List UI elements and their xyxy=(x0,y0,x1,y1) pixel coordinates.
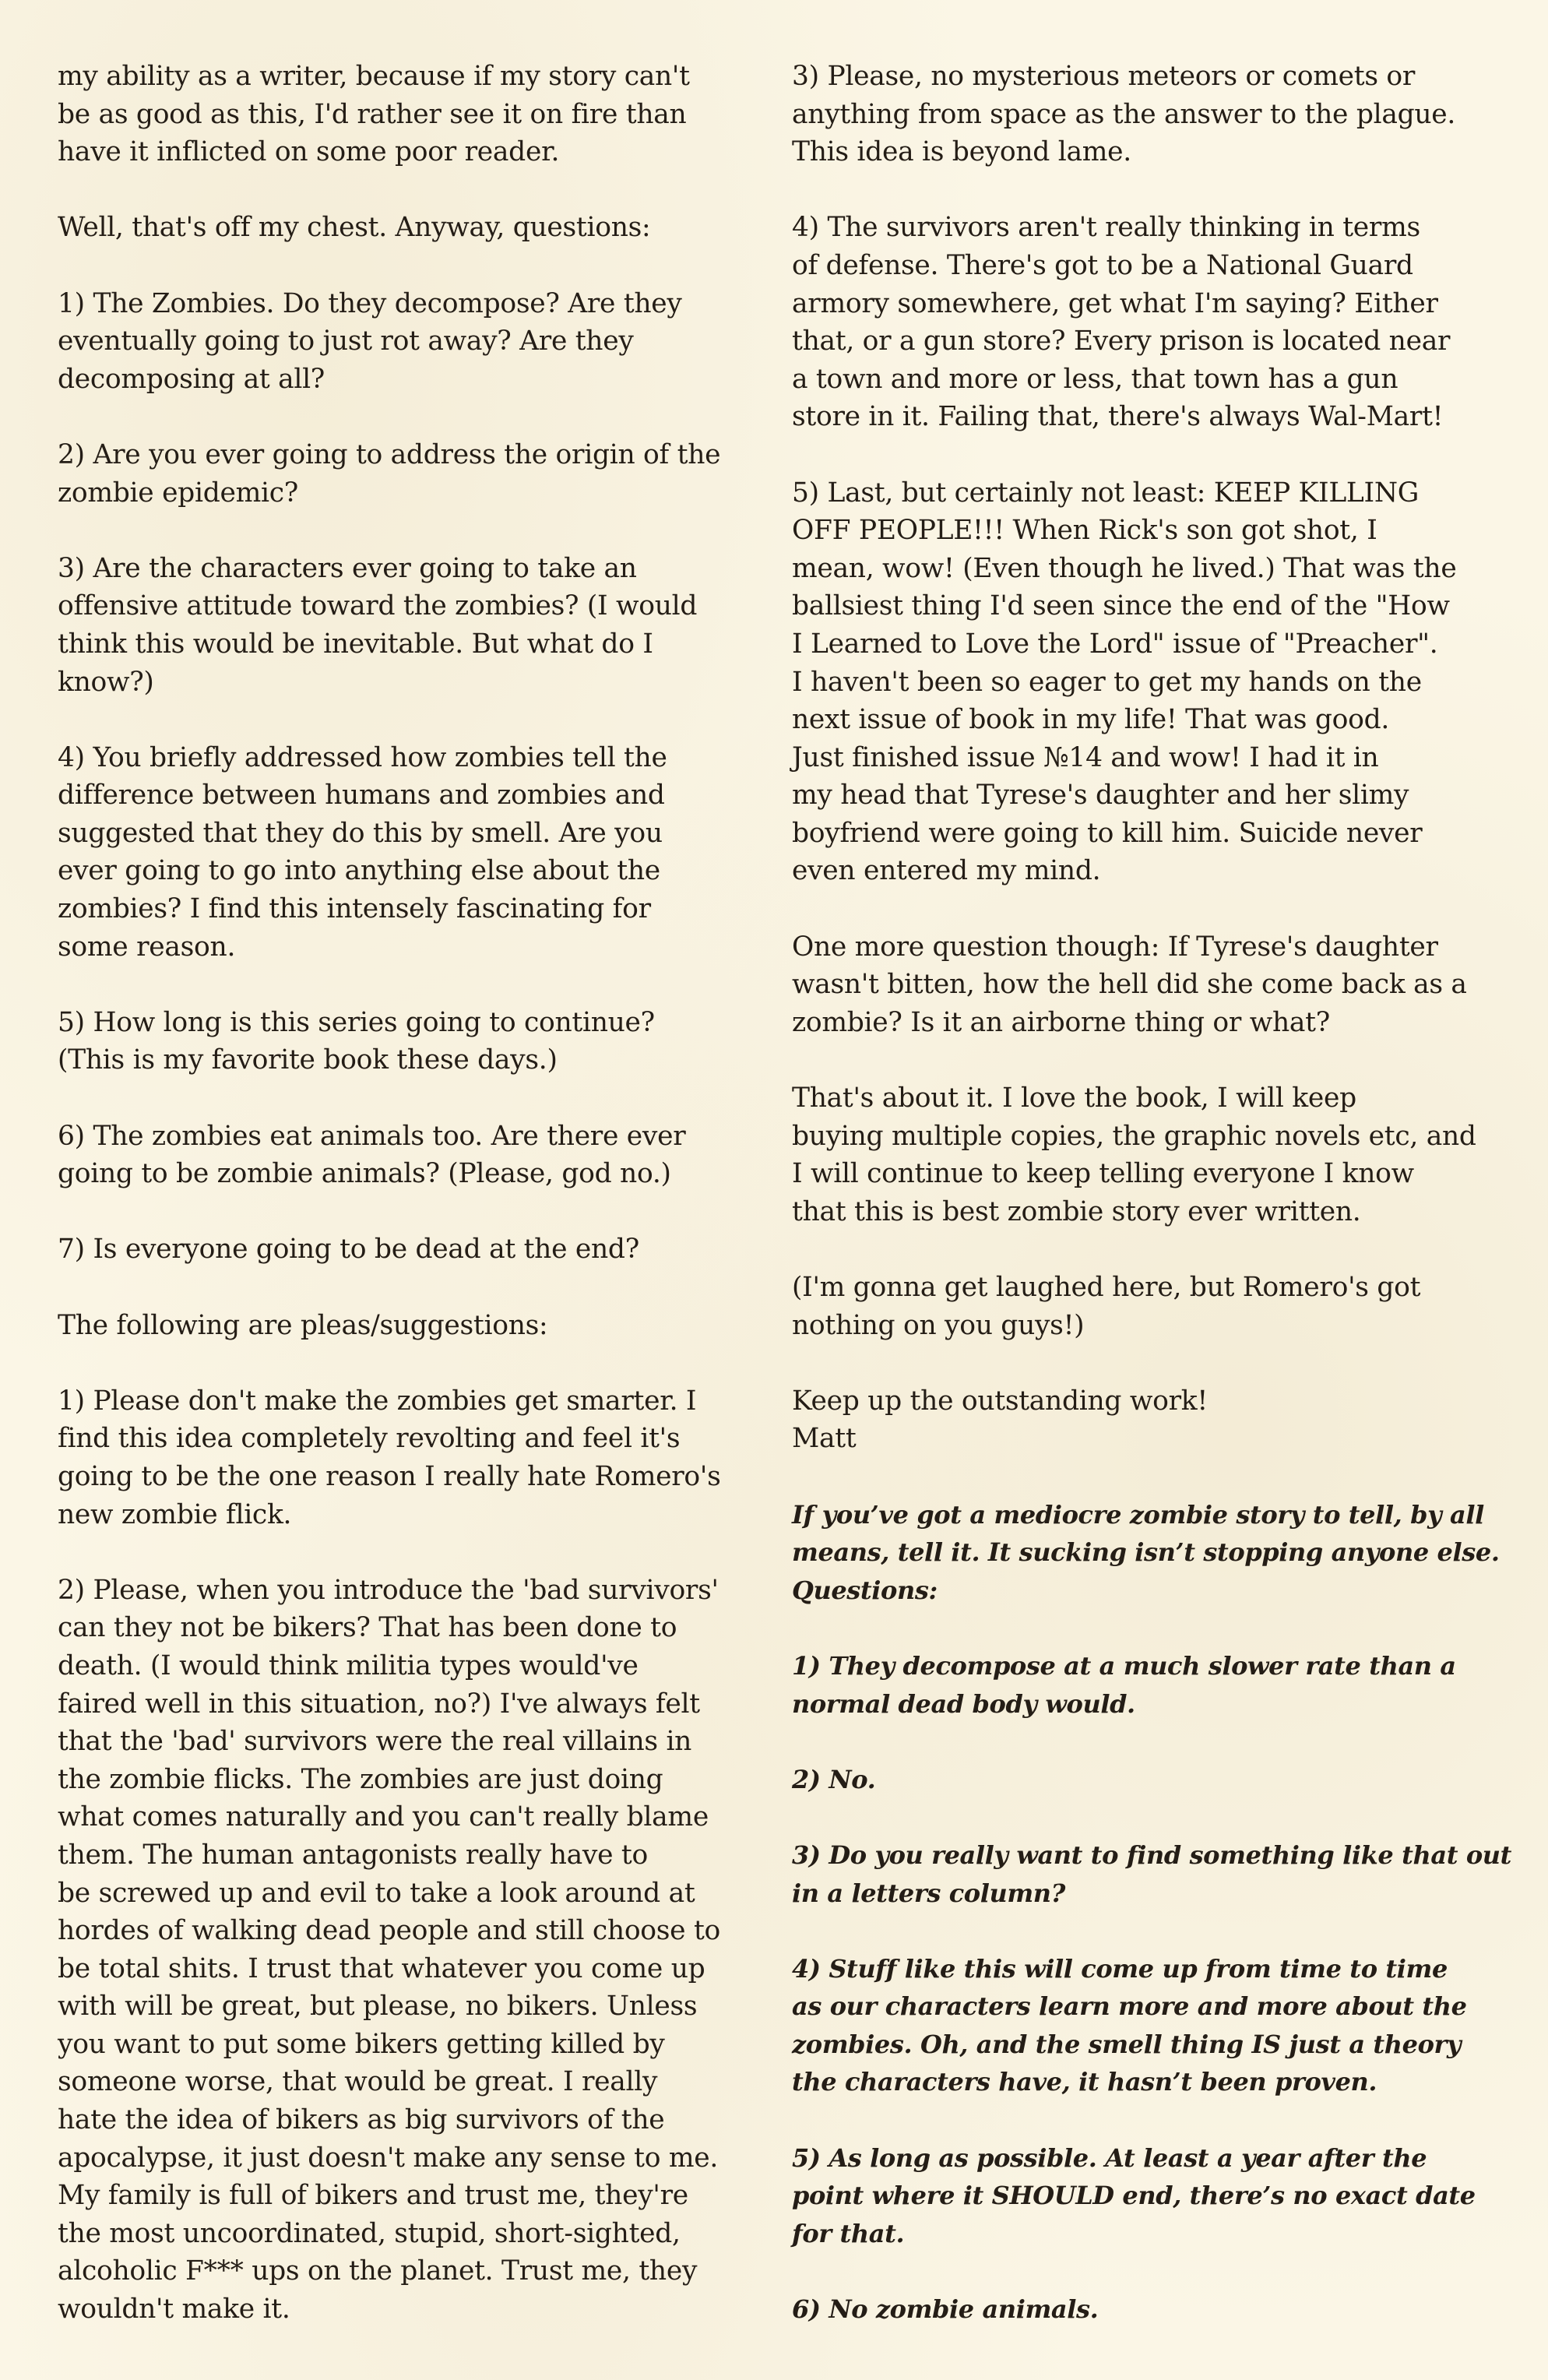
text-line: (This is my favorite book these days.) xyxy=(58,1044,558,1076)
paragraph xyxy=(58,58,772,171)
text-line: eventually going to just rot away? Are they xyxy=(58,326,634,357)
plea-5 xyxy=(792,474,1507,891)
text-line: anything from space as the answer to the plague. xyxy=(792,98,1456,130)
text-line: ever going to go into anything else about the xyxy=(58,855,660,887)
text-line: faired well in this situation, no?) I've always felt xyxy=(58,1688,700,1720)
signature-name: Matt xyxy=(792,1423,857,1455)
text-line: OFF PEOPLE!!! When Rick's son got shot, I xyxy=(792,515,1377,547)
right-column xyxy=(792,58,1512,2329)
question-2 xyxy=(58,436,772,512)
text-line: means, tell it. It sucking isn’t stopping anyone else. xyxy=(792,1537,1500,1568)
text-line: 5) As long as possible. At least a year after the xyxy=(792,2142,1427,2173)
text-line: have it inflicted on some poor reader. xyxy=(58,136,560,168)
text-line: with will be great, but please, no bikers. Unless xyxy=(58,1991,698,2023)
text-line: my ability as a writer, because if my story can't xyxy=(58,61,690,92)
text-line: decomposing at all? xyxy=(58,363,325,395)
text-line: that, or a gun store? Every prison is located near xyxy=(792,326,1451,357)
text-line: the characters have, it hasn’t been proven. xyxy=(792,2067,1377,2097)
text-line: be as good as this, I'd rather see it on fire than xyxy=(58,98,687,130)
text-line: 1) The Zombies. Do they decompose? Are they xyxy=(58,287,682,319)
text-line: My family is full of bikers and trust me, they're xyxy=(58,2180,688,2212)
text-line: I haven't been so eager to get my hands on the xyxy=(792,666,1422,698)
reply-answer-1 xyxy=(792,1647,1507,1723)
text-line: 4) Stuff like this will come up from time to time xyxy=(792,1953,1448,1984)
text-line: 1) They decompose at a much slower rate than a xyxy=(792,1650,1456,1681)
text-line: of defense. There's got to be a National Guard xyxy=(792,249,1413,281)
text-line: 1) Please don't make the zombies get smarter. I xyxy=(58,1385,697,1417)
text-line: you want to put some bikers getting killed by xyxy=(58,2028,665,2060)
reply-answer-3 xyxy=(792,1836,1512,1912)
text-line: next issue of book in my life! That was good. xyxy=(792,704,1390,736)
text-line: Keep up the outstanding work! xyxy=(792,1385,1208,1417)
text-line: point where it SHOULD end, there’s no exact date xyxy=(792,2181,1476,2211)
text-line: That's about it. I love the book, I will keep xyxy=(792,1083,1356,1114)
question-4 xyxy=(58,739,772,966)
plea-2 xyxy=(58,1572,772,2329)
editor-reply xyxy=(792,1496,1512,2329)
text-line: alcoholic F*** ups on the planet. Trust me, they xyxy=(58,2255,698,2287)
text-line: mean, wow! (Even though he lived.) That was the xyxy=(792,552,1457,584)
text-line: One more question though: If Tyrese's daughter xyxy=(792,931,1438,963)
text-line: my head that Tyrese's daughter and her slimy xyxy=(792,780,1409,812)
text-line: going to be zombie animals? (Please, god no.) xyxy=(58,1158,671,1190)
text-line: 3) Do you really want to find something like that out xyxy=(792,1840,1512,1870)
final-question xyxy=(792,928,1507,1042)
text-line: hate the idea of bikers as big survivors of the xyxy=(58,2104,665,2136)
question-1 xyxy=(58,285,772,399)
text-line: 3) Are the characters ever going to take an xyxy=(58,552,637,584)
reply-answer-2 xyxy=(792,1761,1507,1799)
text-line: 4) You briefly addressed how zombies tell the xyxy=(58,741,667,773)
text-line: 2) No. xyxy=(792,1764,876,1794)
plea-3 xyxy=(792,58,1507,171)
text-line: suggested that they do this by smell. Are you xyxy=(58,817,663,849)
text-line: I will continue to keep telling everyone I know xyxy=(792,1158,1414,1190)
text-line: hordes of walking dead people and still choose to xyxy=(58,1915,720,1947)
text-line: Questions: xyxy=(792,1575,938,1605)
text-line: some reason. xyxy=(58,931,236,963)
text-line: 2) Are you ever going to address the origin of the xyxy=(58,438,721,470)
closing-praise xyxy=(792,1079,1507,1230)
text-line: zombie? Is it an airborne thing or what? xyxy=(792,1006,1330,1038)
text-line: zombie epidemic? xyxy=(58,477,298,509)
text-line: store in it. Failing that, there's always Wal-Mart! xyxy=(792,401,1444,433)
text-line: (I'm gonna get laughed here, but Romero's got xyxy=(792,1272,1421,1303)
reply-answer-4 xyxy=(792,1950,1507,2101)
plea-4 xyxy=(792,209,1507,436)
pleas-heading xyxy=(58,1307,772,1345)
question-5 xyxy=(58,1004,772,1079)
text-line: ballsiest thing I'd seen since the end of the "How xyxy=(792,590,1450,622)
text-line: the zombie flicks. The zombies are just doing xyxy=(58,1763,663,1795)
signature xyxy=(792,1382,1507,1458)
text-line: normal dead body would. xyxy=(792,1688,1135,1719)
text-line: If you’ve got a mediocre zombie story to tell, by all xyxy=(792,1499,1484,1530)
text-line: apocalypse, it just doesn't make any sense to me. xyxy=(58,2142,719,2174)
text-line: The following are pleas/suggestions: xyxy=(58,1309,548,1341)
question-3 xyxy=(58,550,772,701)
text-line: 5) Last, but certainly not least: KEEP KILLING xyxy=(792,477,1420,509)
text-line: 6) No zombie animals. xyxy=(792,2294,1099,2325)
text-line: wouldn't make it. xyxy=(58,2294,290,2325)
text-line: in a letters column? xyxy=(792,1878,1066,1908)
text-line: zombies? I find this intensely fascinating for xyxy=(58,893,651,925)
text-line: that this is best zombie story ever written. xyxy=(792,1195,1361,1227)
question-6 xyxy=(58,1118,772,1193)
text-line: 3) Please, no mysterious meteors or comets or xyxy=(792,61,1416,92)
text-line: boyfriend were going to kill him. Suicide never xyxy=(792,817,1423,849)
text-line: wasn't bitten, how the hell did she come back as a xyxy=(792,969,1467,1001)
paragraph xyxy=(58,209,772,247)
text-line: offensive attitude toward the zombies? (I would xyxy=(58,590,698,622)
text-line: what comes naturally and you can't really blame xyxy=(58,1801,709,1833)
text-line: 6) The zombies eat animals too. Are there ever xyxy=(58,1120,686,1152)
text-line: as our characters learn more and more about the xyxy=(792,1991,1467,2022)
text-line: someone worse, that would be great. I really xyxy=(58,2066,658,2098)
text-line: I Learned to Love the Lord" issue of "Preacher". xyxy=(792,628,1438,660)
left-column xyxy=(58,58,772,2329)
text-line: new zombie flick. xyxy=(58,1498,292,1530)
text-line: find this idea completely revolting and feel it's xyxy=(58,1423,681,1455)
text-line: that the 'bad' survivors were the real villains in xyxy=(58,1726,692,1758)
text-line: nothing on you guys!) xyxy=(792,1309,1085,1341)
text-line: know?) xyxy=(58,666,154,698)
romero-aside xyxy=(792,1269,1507,1344)
text-line: buying multiple copies, the graphic novels etc, and xyxy=(792,1120,1476,1152)
text-line: for that. xyxy=(792,2218,905,2248)
text-line: 7) Is everyone going to be dead at the end? xyxy=(58,1234,639,1266)
text-line: them. The human antagonists really have to xyxy=(58,1839,648,1871)
plea-1 xyxy=(58,1382,772,1533)
reply-answer-5 xyxy=(792,2139,1507,2253)
text-line: armory somewhere, get what I'm saying? Either xyxy=(792,287,1438,319)
text-line: going to be the one reason I really hate Romero's xyxy=(58,1460,721,1492)
text-line: difference between humans and zombies and xyxy=(58,780,665,812)
reply-answer-6 xyxy=(792,2290,1507,2329)
text-line: be total shits. I trust that whatever you come up xyxy=(58,1952,705,1984)
text-line: even entered my mind. xyxy=(792,855,1101,887)
text-line: the most uncoordinated, stupid, short-sighted, xyxy=(58,2217,681,2249)
text-line: think this would be inevitable. But what do I xyxy=(58,628,653,660)
reply-intro xyxy=(792,1496,1507,1610)
text-line: 2) Please, when you introduce the 'bad survivors' xyxy=(58,1574,719,1606)
text-line: This idea is beyond lame. xyxy=(792,136,1131,168)
text-line: can they not be bikers? That has been done to xyxy=(58,1612,677,1644)
question-7 xyxy=(58,1230,772,1269)
text-line: death. (I would think militia types would've xyxy=(58,1649,639,1681)
text-line: Well, that's off my chest. Anyway, questions: xyxy=(58,212,651,244)
text-line: 4) The survivors aren't really thinking in terms xyxy=(792,212,1420,244)
text-line: 5) How long is this series going to continue? xyxy=(58,1006,655,1038)
text-line: Just finished issue №14 and wow! I had it in xyxy=(792,741,1379,773)
text-line: be screwed up and evil to take a look around at xyxy=(58,1877,695,1909)
text-line: zombies. Oh, and the smell thing IS just a theory xyxy=(792,2029,1462,2059)
text-line: a town and more or less, that town has a gun xyxy=(792,363,1398,395)
